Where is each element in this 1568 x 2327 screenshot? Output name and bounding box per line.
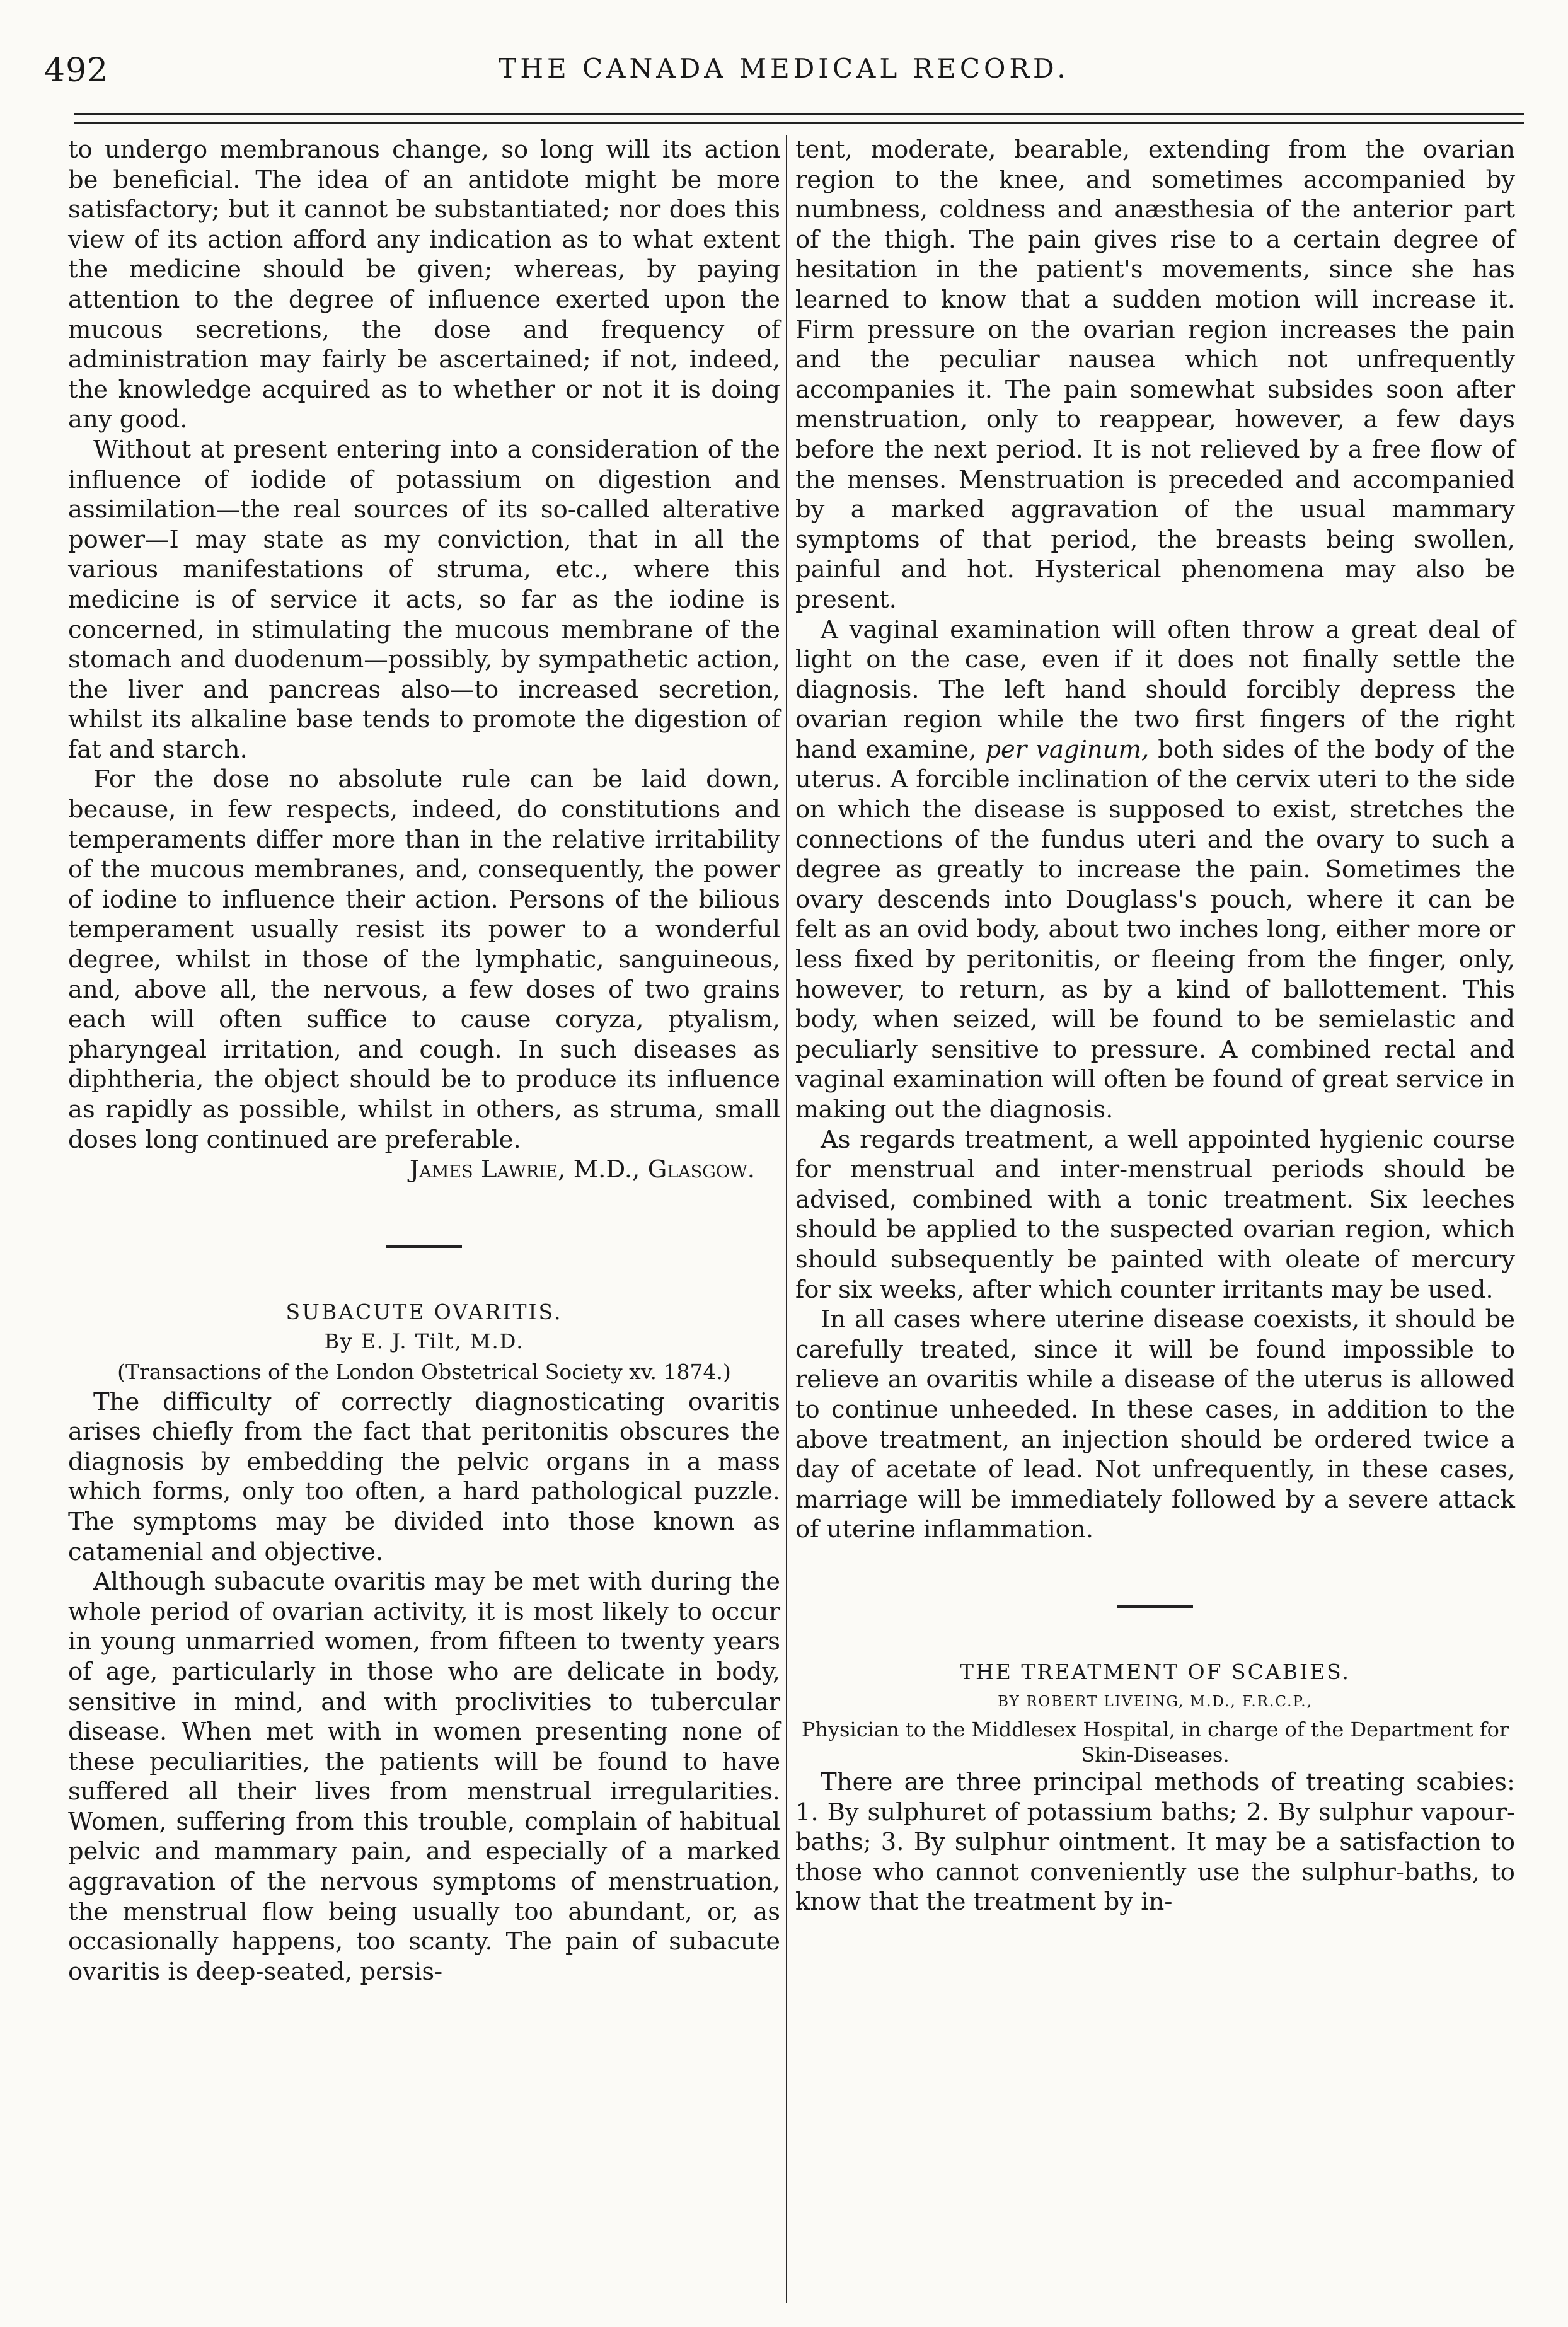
header-rule-top bbox=[74, 113, 1524, 115]
scabies-paragraph-1: There are three principal methods of treating scabies: 1. By sulphuret of potassium baths; 2. By sulphur vapour-baths; 3. By sulphur ointment. It may be a satisfaction to those who cannot conveniently use the sulphur-baths, to know that the treatment by in- bbox=[795, 1768, 1515, 1917]
section-separator bbox=[386, 1245, 462, 1248]
continuation-paragraph-1: to undergo membranous change, so long will its action be beneficial. The idea of an antidote might be more satisfactory; but it cannot be substantiated; nor does this view of its action afford any indication as to what extent the medicine should be given; whereas, by paying attention to the degree of influence exerted upon the mucous secretions, the dose and frequency of administration may fairly be ascertained; if not, indeed, the knowledge acquired as to whether or not it is doing any good. bbox=[68, 136, 780, 434]
article-byline-scabies: BY ROBERT LIVEING, M.D., F.R.C.P., bbox=[998, 1693, 1313, 1710]
ovaritis-paragraph-4 bbox=[795, 615, 1515, 1125]
author-signature: James Lawrie, M.D., Glasgow. bbox=[409, 1155, 755, 1184]
column-divider bbox=[786, 135, 787, 2303]
page-number: 492 bbox=[44, 52, 109, 90]
continuation-paragraph-2: Without at present entering into a consideration of the influence of iodide of potassium on digestion and assimilation—the real sources of its so-called alterative power—I may state as my conviction, that in all the various manifestations of struma, etc., where this medicine is of service it acts, so far as the iodine is concerned, in stimulating the mucous membrane of the stomach and duodenum—possibly, by sympathetic action, the liver and pancreas also—to increased secretion, whilst its alkaline base tends to promote the digestion of fat and starch. bbox=[68, 435, 780, 764]
ovaritis-paragraph-2: Although subacute ovaritis may be met with during the whole period of ovarian activity, it is most likely to occur in young unmarried women, from fifteen to twenty years of age, particularly in those who are delicate in body, sensitive in mind, and with proclivities to tubercular disease. When met with in women presenting none of these peculiarities, the patients will be found to have suffered all their lives from menstrual irregularities. Women, suffering from this trouble, complain of habitual pelvic and mammary pain, and especially of a marked aggravation of the nervous symptoms of menstruation, the menstrual flow being usually too abundant, or, as occasionally happens, too scanty. The pain of subacute ovaritis is deep-seated, persis- bbox=[68, 1568, 780, 1986]
article-affiliation-scabies: Physician to the Middlesex Hospital, in charge of the Department for Skin-Diseases. bbox=[801, 1718, 1509, 1767]
ovaritis-paragraph-6: In all cases where uterine disease coexists, it should be carefully treated, since it will be found impossible to relieve an ovaritis while a disease of the uterus is allowed to continue unheeded. In these cases, in addition to the above treatment, an injection should be ordered twice a day of acetate of lead. Not unfrequently, in these cases, marriage will be immediately followed by a severe attack of uterine inflammation. bbox=[795, 1305, 1515, 1544]
article-title-ovaritis: SUBACUTE OVARITIS. bbox=[285, 1299, 563, 1324]
article-source-ovaritis: (Transactions of the London Obstetrical Society xv. 1874.) bbox=[117, 1359, 731, 1384]
ovaritis-paragraph-4-italic: per vaginum, bbox=[985, 735, 1150, 764]
right-column bbox=[795, 135, 1515, 1917]
left-column bbox=[68, 135, 780, 1987]
continuation-paragraph-3: For the dose no absolute rule can be laid down, because, in few respects, indeed, do constitutions and temperaments differ more than in the relative irritability of the mucous membranes, and, consequently, the power of iodine to influence their action. Persons of the bilious temperament usually resist its power to a wonderful degree, whilst in those of the lymphatic, sanguineous, and, above all, the nervous, a few doses of two grains each will often suffice to cause coryza, ptyalism, pharyngeal irritation, and cough. In such diseases as diphtheria, the object should be to produce its influence as rapidly as possible, whilst in others, as struma, small doses long continued are preferable. bbox=[68, 765, 780, 1154]
ovaritis-paragraph-3: tent, moderate, bearable, extending from the ovarian region to the knee, and sometimes accompanied by numbness, coldness and anæsthesia of the anterior part of the thigh. The pain gives rise to a certain degree of hesitation in the patient's movements, since she has learned to know that a sudden motion will increase it. Firm pressure on the ovarian region increases the pain and the peculiar nausea which not unfrequently accompanies it. The pain somewhat subsides soon after menstruation, only to reappear, however, a few days before the next period. It is not relieved by a free flow of the menses. Menstruation is preceded and accompanied by a marked aggravation of the usual mammary symptoms of that period, the breasts being swollen, painful and hot. Hysterical phenomena may also be present. bbox=[795, 136, 1515, 614]
section-separator-2 bbox=[1117, 1605, 1193, 1608]
header-rule-bottom bbox=[74, 122, 1524, 124]
running-title: THE CANADA MEDICAL RECORD. bbox=[499, 53, 1069, 84]
article-byline-ovaritis: By E. J. Tilt, M.D. bbox=[324, 1329, 524, 1354]
ovaritis-paragraph-4-b: both sides of the body of the uterus. A forcible inclination of the cervix uteri to the side on which the disease is supposed to exist, stretches the connections of the fundus uteri and the ovary to such a degree as greatly to increase the pain. Sometimes the ovary descends into Douglass's pouch, where it can be felt as an ovid body, about two inches long, either more or less fixed by peritonitis, or fleeing from the finger, only, however, to return, as by a kind of ballottement. This body, when seized, will be found to be semielastic and peculiarly sensitive to pressure. A combined rectal and vaginal examination will often be found of great service in making out the diagnosis. bbox=[795, 735, 1515, 1124]
article-title-scabies: THE TREATMENT OF SCABIES. bbox=[959, 1659, 1351, 1684]
ovaritis-paragraph-5: As regards treatment, a well appointed hygienic course for menstrual and inter-menstrual periods should be advised, combined with a tonic treatment. Six leeches should be applied to the suspected ovarian region, which should subsequently be painted with oleate of mercury for six weeks, after which counter irritants may be used. bbox=[795, 1125, 1515, 1304]
ovaritis-paragraph-4-a: A vaginal examination will often throw a great deal of light on the case, even if it does not finally settle the diagnosis. The left hand should forcibly depress the ovarian region while the two first fingers of the right hand examine, bbox=[795, 615, 1515, 764]
ovaritis-paragraph-1: The difficulty of correctly diagnosticating ovaritis arises chiefly from the fact that peritonitis obscures the diagnosis by embedding the pelvic organs in a mass which forms, only too often, a hard pathological puzzle. The symptoms may be divided into those known as catamenial and objective. bbox=[68, 1387, 780, 1566]
